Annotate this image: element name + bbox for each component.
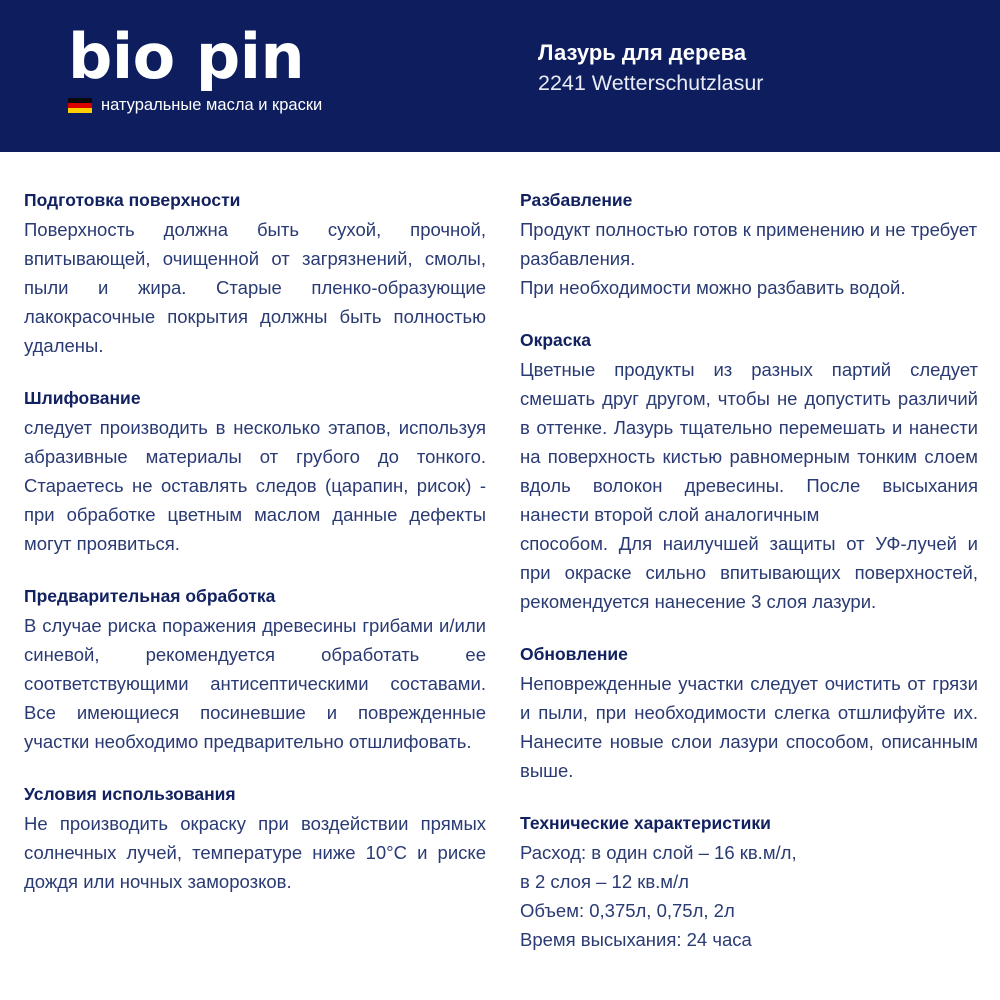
right-column (520, 152, 978, 954)
section-body-surface-preparation: Поверхность должна быть сухой, прочной, впитывающей, очищенной от загрязнений, смолы, пыли и жира. Старые пленко-образующие лакокрасочные покрытия должны быть полностью удалены. (24, 219, 486, 356)
section-body-dilution-line-1: Продукт полностью готов к применению и не требует разбавления. (520, 219, 978, 269)
section-body-usage-conditions: Не производить окраску при воздействии прямых солнечных лучей, температуре ниже 10°C и риске дождя или ночных заморозков. (24, 813, 486, 892)
section-renewal (520, 642, 978, 785)
section-body-pretreatment: В случае риска поражения древесины грибами и/или синевой, рекомендуется обработать ее соответствующими антисептическими составами. Все имеющиеся посиневшие и поврежденные участки необходимо предварительно отшлифовать. (24, 615, 486, 752)
section-heading-sanding: Шлифование (24, 388, 141, 408)
section-body-painting-part-1: Цветные продукты из разных партий следует смешать друг другом, чтобы не допустить различий в оттенке. Лазурь тщательно перемешать и нанести на поверхность кистью равномерным тонким слоем вдоль волокон древесины. После высыхания нанести второй слой аналогичным (520, 359, 978, 525)
content-area (0, 152, 1000, 1000)
header-title-block (538, 38, 763, 98)
section-heading-pretreatment: Предварительная обработка (24, 586, 276, 606)
section-pretreatment (24, 584, 486, 756)
brand-tagline-text: натуральные масла и краски (101, 96, 323, 114)
german-flag-icon (68, 98, 92, 113)
brand-block (68, 20, 488, 114)
left-column (24, 152, 486, 896)
section-body-dilution-line-2: При необходимости можно разбавить водой. (520, 277, 906, 298)
section-painting (520, 328, 978, 616)
spec-line-consumption-one-coat: Расход: в один слой – 16 кв.м/л, (520, 842, 797, 863)
section-body-sanding: следует производить в несколько этапов, используя абразивные материалы от грубого до тонкого. Стараетесь не оставлять следов (царапин, рисок) - при обработке цветным маслом данные дефекты могут проявиться. (24, 417, 486, 554)
brand-logo-wordmark: bio pin (68, 20, 305, 93)
section-body-renewal: Неповрежденные участки следует очистить от грязи и пыли, при необходимости слегка отшлифуйте их. Нанесите новые слои лазури способом, описанным выше. (520, 673, 978, 781)
spec-line-drying-time: Время высыхания: 24 часа (520, 929, 752, 950)
section-body-painting-part-2: способом. Для наилучшей защиты от УФ-лучей и при окраске сильно впитывающих поверхностей, рекомендуется нанесение 3 слоя лазури. (520, 533, 978, 612)
spec-line-volume: Объем: 0,375л, 0,75л, 2л (520, 900, 735, 921)
product-subtitle: 2241 Wetterschutzlasur (538, 71, 764, 95)
brand-tagline-row (68, 96, 488, 114)
product-title: Лазурь для дерева (538, 40, 747, 65)
section-heading-painting: Окраска (520, 330, 592, 350)
section-technical-specs (520, 811, 978, 954)
section-heading-dilution: Разбавление (520, 190, 633, 210)
section-heading-renewal: Обновление (520, 644, 628, 664)
section-sanding (24, 386, 486, 558)
section-heading-surface-preparation: Подготовка поверхности (24, 190, 241, 210)
page-header (0, 0, 1000, 152)
section-heading-technical-specs: Технические характеристики (520, 813, 771, 833)
section-usage-conditions (24, 782, 486, 896)
section-surface-preparation (24, 188, 486, 360)
spec-line-consumption-two-coats: в 2 слоя – 12 кв.м/л (520, 871, 689, 892)
section-heading-usage-conditions: Условия использования (24, 784, 236, 804)
section-dilution (520, 188, 978, 302)
